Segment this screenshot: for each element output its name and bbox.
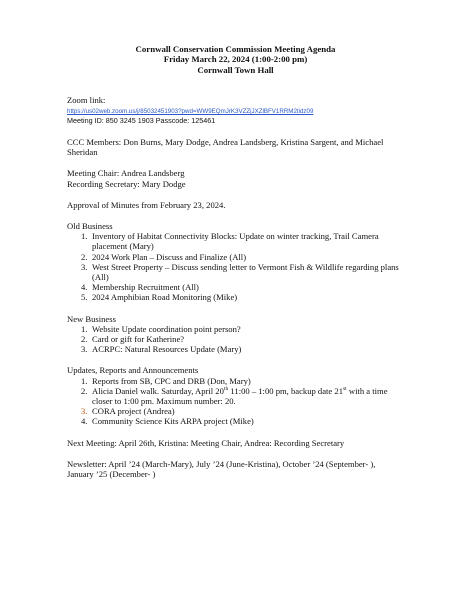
zoom-section	[67, 95, 404, 126]
agenda-header	[67, 44, 404, 75]
members-list: CCC Members: Don Burns, Mary Dodge, Andrea Landsberg, Kristina Sargent, and Michael Sheridan	[67, 137, 384, 158]
list-item: 3. West Street Property – Discuss sending letter to Vermont Fish & Wildlife regarding plans (All)	[81, 261, 399, 283]
updates-section	[67, 365, 404, 426]
meeting-date: Friday March 22, 2024 (1:00-2:00 pm)	[163, 54, 308, 65]
list-item: 2. Alicia Daniel walk. Saturday, April 20th 11:00 – 1:00 pm, backup date 21st with a time closer to 1:00 pm. Maximum number: 20.	[81, 385, 388, 407]
new-business-section	[67, 314, 404, 355]
list-item: 5. 2024 Amphibian Road Monitoring (Mike)	[81, 292, 238, 303]
meeting-location: Cornwall Town Hall	[197, 64, 274, 75]
meeting-chair: Meeting Chair: Andrea Landsberg	[67, 168, 185, 179]
old-business-section	[67, 221, 404, 303]
recording-secretary: Recording Secretary: Mary Dodge	[67, 178, 186, 189]
section-heading: Updates, Reports and Announcements	[67, 365, 199, 376]
list-item: 3. ACRPC: Natural Resources Update (Mary)	[81, 344, 242, 355]
zoom-label: Zoom link:	[67, 95, 106, 106]
meeting-id-passcode: Meeting ID: 850 3245 1903 Passcode: 125461	[67, 116, 216, 126]
list-item: 4. Community Science Kits ARPA project (Mike)	[81, 416, 254, 427]
agenda-title: Cornwall Conservation Commission Meeting Agenda	[135, 44, 336, 54]
meeting-roles	[67, 168, 404, 188]
minutes-approval: Approval of Minutes from February 23, 2024.	[67, 199, 226, 210]
newsletter-schedule: Newsletter: April ’24 (March-Mary), July ’24 (June-Kristina), October ’24 (September- ), January ’25 (December- )	[67, 458, 376, 480]
highlighted-number: 3.	[81, 406, 88, 417]
next-meeting: Next Meeting: April 26th, Kristina: Meeting Chair, Andrea: Recording Secretary	[67, 437, 345, 448]
list-item: 2. Card or gift for Katherine?	[81, 334, 185, 345]
section-heading: Old Business	[67, 221, 113, 232]
zoom-link[interactable]: https://us02web.zoom.us/j/85032451903?pwd=WW9EQmJrK3VZZjJXZlBFV1RRM2tidz09	[67, 108, 314, 116]
list-item: 4. Membership Recruitment (All)	[81, 282, 199, 293]
list-item: 1. Inventory of Habitat Connectivity Blocks: Update on winter tracking, Trail Camera placement (Mary)	[81, 231, 379, 252]
list-item: 2. 2024 Work Plan – Discuss and Finalize (All)	[81, 251, 247, 262]
list-item: 1. Website Update coordination point person?	[81, 323, 241, 334]
list-item: 1. Reports from SB, CPC and DRB (Don, Mary)	[81, 375, 251, 386]
list-item: 3. CORA project (Andrea)	[81, 406, 175, 417]
section-heading: New Business	[67, 313, 116, 324]
